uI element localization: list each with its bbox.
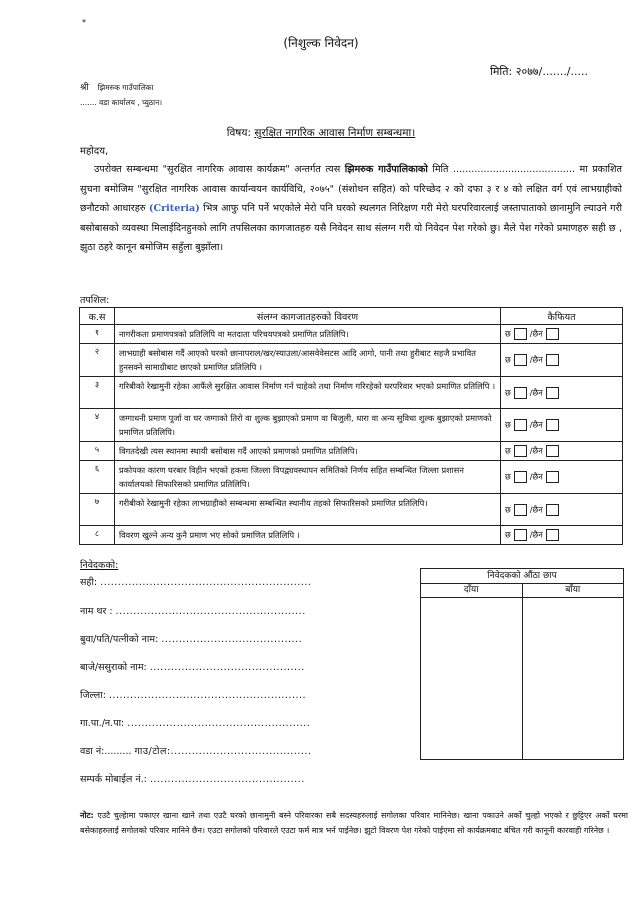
applicant-field[interactable] [80, 716, 310, 729]
subject-text: सुरक्षित नागरिक आवास निर्माण सम्बन्धमा। [254, 127, 416, 139]
body-part-1: उपरोक्त सम्बन्धमा "सुरक्षित नागरिक आवास कार्यक्रम" अन्तर्गत त्यस [94, 164, 345, 175]
table-row [80, 377, 623, 409]
row-serial: ३ [80, 377, 115, 409]
table-row [80, 344, 623, 377]
thumbprint-right-label: दाँया [421, 584, 522, 598]
no-checkbox[interactable] [546, 445, 559, 457]
no-label: /छैन [529, 387, 543, 397]
applicant-heading: निवेदककाे: [80, 560, 119, 571]
subject-line [0, 126, 642, 140]
no-label: /छैन [529, 529, 543, 540]
table-row [80, 442, 623, 461]
greeting: महोदय, [80, 146, 109, 157]
row-remarks [501, 325, 623, 344]
corner-mark: * [82, 18, 86, 27]
applicant-field[interactable] [80, 604, 306, 617]
no-label: /छैन [529, 419, 543, 430]
row-remarks [501, 494, 623, 526]
body-paragraph [80, 160, 622, 258]
yes-label: छ [505, 419, 511, 430]
row-serial: ७ [80, 494, 115, 526]
field-blank[interactable]: .................................................... [127, 718, 311, 729]
header-sn: क.स [80, 308, 115, 325]
note [80, 808, 628, 838]
no-checkbox[interactable] [546, 328, 559, 340]
table-row [80, 461, 623, 494]
yes-checkbox[interactable] [514, 504, 527, 516]
no-checkbox[interactable] [546, 419, 559, 431]
yes-checkbox[interactable] [514, 445, 527, 457]
row-remarks [501, 377, 623, 409]
yes-label: छ [505, 504, 511, 514]
body-part-2: मिति ........................................ मा प्रकाशित सुचना बमोजिम "सुरक्षित नागरिक आवास कार्यान्वयन कार्यविधि, २०७५" (संशोधन सहित) को परिच्छेद २ को दफा ३ र ४ को लक्षित वर्ग एवं लाभग्राहीको छनौटको आधारहरु [80, 164, 622, 214]
recipient-line [80, 80, 154, 93]
field-blank[interactable]: ............................................ [149, 662, 305, 673]
no-checkbox[interactable] [546, 387, 559, 399]
table-row [80, 409, 623, 442]
document-title: (निशुल्क निवेदन) [283, 36, 359, 50]
header-description: संलग्न कागजातहरुको विवरण [115, 308, 501, 325]
field-label: बाजे/ससुराको नाम: [80, 662, 147, 673]
recipient-prefix: श्री [80, 83, 89, 93]
field-label: जिल्ला: [80, 690, 106, 701]
applicant-field[interactable] [80, 632, 302, 645]
yes-label: छ [505, 529, 511, 540]
thumbprint-box [420, 568, 624, 760]
row-description: नागरीकता प्रमाणपत्रको प्रतिलिपि वा मतदाता परिचयपत्रको प्रमाणित प्रतिलिपि। [115, 325, 501, 344]
field-blank[interactable]: ........................................ [161, 634, 303, 645]
row-description: जग्गाधनी प्रमाण पूर्जा वा घर जग्गाको तिरो वा शुल्क बुझाएको प्रमाण वा बिजुली, धारा वा अन्य सुविधा शुल्क बुझाएको प्रमाणको प्रमाणित प्रतिलिपि। [115, 409, 501, 442]
body-criteria: (Criteria) [148, 203, 200, 214]
row-serial: ६ [80, 461, 115, 494]
no-label: /छैन [529, 445, 543, 456]
note-text: एउटै चुल्हेामा पकाएर खाना खाने तथा एउटै घरको छानामुनी बस्ने परिवारका सबै सदस्यहरुलाई सगोलका परिवार मानिनेछ। खाना पकाउने अर्को चुल्हो भएको र छुट्टिएर अर्को घरमा बसेकाहरुलाई सगोलको परिवार मानिने छैन। एउटा सगोलको परिवारले एउटा फर्म मात्र भर्न पाईनेछ। झुटो विवरण पेश गरेको पाईएमा सो कार्यक्रमबाट बंचित गरी कानूनी कारवाही गरिनेछ । [80, 811, 628, 835]
date-line: मिति: २०७७/......./..... [490, 65, 588, 78]
row-description: गरिबीको रेखामुनी रहेका आफैंले सुरक्षित आवास निर्माण गर्न चाहेको तथा निर्माण गरिरहेको घरपरिवार भएको प्रमाणित प्रतिलिपि । [115, 377, 501, 409]
row-description: लाभग्राही बसोबास गर्दै आएको घरको छानापराल/खर/स्याउला/आसवेवेसटस आदि आगो, पानी तथा हुरीबाट सहजै प्रभावित हुनसक्ने सामाग्रीबाट छाएको प्रमाणित प्रतिलिपि । [115, 344, 501, 377]
no-label: /छैन [529, 354, 543, 365]
row-remarks [501, 344, 623, 377]
yes-checkbox[interactable] [514, 328, 527, 340]
documents-table [79, 307, 623, 545]
recipient-name: झिमरुक गाउँपालिका [97, 83, 154, 92]
body-part-3: भित्र आफु पनि पर्ने भएकोले मेरो पनि घरको स्थलगत निरिक्षण गरी मेरो घरपरिवारलाई जस्तापाताको छानामुनि ल्याउने गरी बसोबासको व्यवस्था मिलाईदिनहुनको लागि तपसिलका कागजातहरु यसै निवेदन साथ संलग्न गरी यो निवेदन पेश गरेको छु। मैले पेश गरेको प्रमाणहरु सही छ , झुठा ठहरे कानून बमोजिम सहुँला बुझाँला। [80, 203, 622, 253]
yes-label: छ [505, 387, 511, 397]
field-label: बुवा/पति/पत्नीको नाम: [80, 634, 159, 645]
row-serial: ८ [80, 526, 115, 545]
yes-checkbox[interactable] [514, 529, 527, 541]
table-row [80, 325, 623, 344]
header-remarks: कैफियत [501, 308, 623, 325]
yes-label: छ [505, 471, 511, 482]
yes-checkbox[interactable] [514, 419, 527, 431]
table-row [80, 526, 623, 545]
field-blank[interactable]: ........................................................ [108, 690, 307, 701]
table-row [80, 494, 623, 526]
recipient-office-prefix: ....... [80, 98, 97, 107]
no-checkbox[interactable] [546, 354, 559, 366]
applicant-field[interactable] [80, 688, 306, 701]
row-description: विगतदेखी त्यस स्थानमा स्थायी बसोबास गर्दै आएको प्रमाणको प्रमाणित प्रतिलिपि। [115, 442, 501, 461]
row-serial: २ [80, 344, 115, 377]
yes-label: छ [505, 328, 511, 339]
tapasil-label: तपशिल: [80, 295, 110, 306]
row-description: गरीबीको रेखामुनी रहेका लाभग्राहीको सम्बन्धमा सम्बन्धित स्थानीय तहको सिफारिसको प्रमाणित प्रतिलिपि। [115, 494, 501, 526]
row-remarks [501, 526, 623, 545]
no-label: /छैन [529, 471, 543, 482]
row-serial: ५ [80, 442, 115, 461]
note-label: नोट: [80, 811, 94, 820]
yes-checkbox[interactable] [514, 387, 527, 399]
row-serial: ४ [80, 409, 115, 442]
thumbprint-left-label: बाँया [523, 584, 624, 598]
field-blank[interactable]: ............................................................ [100, 577, 312, 588]
table-body [80, 325, 623, 545]
yes-label: छ [505, 445, 511, 456]
yes-checkbox[interactable] [514, 471, 527, 483]
field-label: सही: [80, 577, 98, 588]
applicant-field[interactable] [80, 575, 311, 588]
no-label: /छैन [529, 504, 543, 514]
row-serial: १ [80, 325, 115, 344]
row-remarks [501, 461, 623, 494]
yes-checkbox[interactable] [514, 354, 527, 366]
no-checkbox[interactable] [546, 504, 559, 516]
field-label: नाम थर : [80, 606, 113, 617]
no-checkbox[interactable] [546, 471, 559, 483]
thumbprint-title: निवेदककाे औंठा छाप [421, 569, 623, 584]
applicant-field[interactable] [80, 744, 311, 757]
no-label: /छैन [529, 328, 543, 339]
no-checkbox[interactable] [546, 529, 559, 541]
yes-label: छ [505, 354, 511, 365]
recipient-office: वडा कार्यालय , प्युठान। [99, 98, 163, 107]
row-description: विवरण खुल्ने अन्य कुनै प्रमाण भए सोको प्रमाणित प्रतिलिपि । [115, 526, 501, 545]
field-label: सम्पर्क मोबाईल नं.: [80, 774, 147, 785]
subject-label: विषय: [226, 127, 252, 139]
field-blank[interactable]: ............................................ [149, 774, 305, 785]
thumbprint-right-column [421, 584, 523, 759]
row-remarks [501, 409, 623, 442]
field-blank[interactable]: ...................................................... [115, 606, 306, 617]
row-remarks [501, 442, 623, 461]
thumbprint-left-column [523, 584, 624, 759]
field-label: गा.पा./न.पा: [80, 718, 125, 729]
body-municipality: झिमरुक गाउँपालिकाको [344, 164, 428, 175]
recipient-office-line [80, 98, 162, 108]
table-header-row [80, 308, 623, 325]
field-label: वडा नं:......... [80, 746, 132, 757]
applicant-field[interactable] [80, 772, 305, 785]
field-blank[interactable]: गाउ/टोल:........................................ [134, 746, 312, 757]
applicant-field[interactable] [80, 660, 305, 673]
row-description: प्रकोपका कारण घरबार विहीन भएको हकमा जिल्ला विपद्व्यवस्थापन समितिको निर्णय सहित सम्बन्धित जिल्ला प्रशासन कार्यालयको सिफारिसको प्रमाणित प्रतिलिपि। [115, 461, 501, 494]
